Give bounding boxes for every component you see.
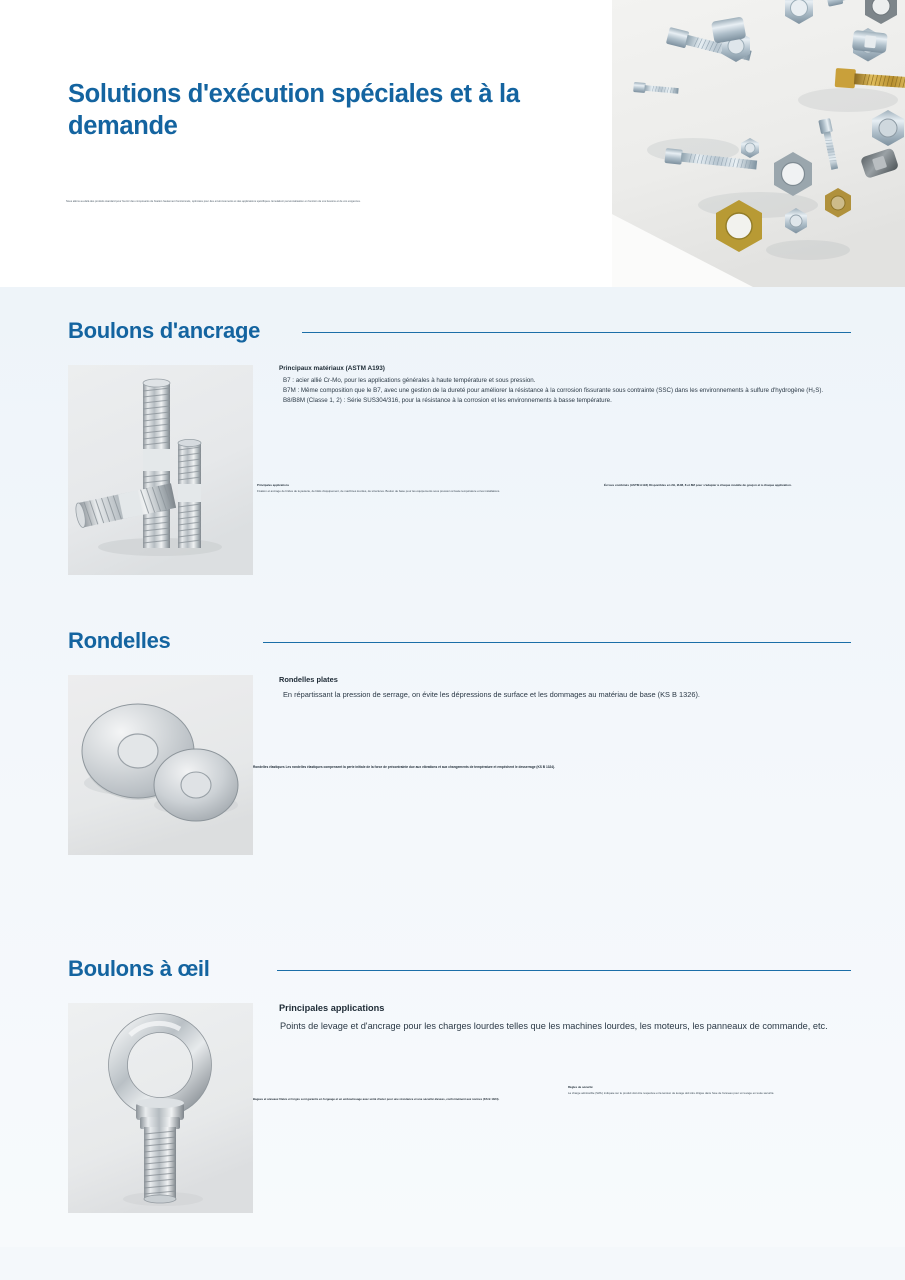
fine-text-applications: Fixation et ancrage de brides de tuyauterie, de bâtis d'équipement, de machines lourdes, de structures. Boulon de base pour les équipements sous pression à haute température et les installations. <box>257 489 501 494</box>
fine-text-spring-washers: Rondelles élastiques Les rondelles élastiques compensent la perte initiale de la force de précontrainte due aux vibrations et aux changements de température et empêchent le desserrage (KS B 1324). <box>253 765 556 770</box>
hero-text-panel <box>0 0 612 287</box>
fine-heading-applications: Principales applications <box>257 483 290 488</box>
lead-line-b7: B7 : acier allié Cr-Mo, pour les applications générales à haute température et sous pression. <box>283 377 536 385</box>
section-copy-washers <box>253 675 851 770</box>
section-rondelles <box>0 617 905 947</box>
section-title: Rondelles <box>68 628 171 653</box>
sections-container <box>0 287 905 1247</box>
fine-text-combined-nuts: Écrous combinés (ASTM A194) Disponibles en 2H, 2HM, 8 et 8M pour s'adapter à chaque modèle de goujon et à chaque application. <box>604 483 792 488</box>
fine-text-forging: Bagues et anneaux filetés et forgés sont garantis en forgeage et en emboutissage avec unité d'acier pour une résistance et une sécurité élevées, conformément aux normes (KS B 1324). <box>253 1097 500 1102</box>
lead-line-flat-washers: En répartissant la pression de serrage, on évite les dépressions de surface et les dommages au matériau de base (KS B 1326). <box>283 690 700 700</box>
product-image-flat-washers <box>68 675 253 855</box>
hero-banner <box>0 0 905 287</box>
fine-col-applications <box>253 483 588 493</box>
lead-line-applications: Points de levage et d'ancrage pour les charges lourdes telles que les machines lourdes, les moteurs, les panneaux de commande, etc. <box>280 1021 828 1032</box>
hero-photo <box>608 0 905 287</box>
section-body-washers <box>0 653 905 855</box>
lead-heading: Principales applications <box>279 1003 385 1014</box>
lead-heading: Rondelles plates <box>279 675 338 685</box>
section-header-eye-bolts <box>0 947 905 981</box>
product-image-stud-bolts <box>68 365 253 575</box>
section-title: Boulons à œil <box>68 956 210 981</box>
fine-text-safety-rules: La charge admissible (SWL) indiquée sur le produit doit être respectée et la tension de levage doit être dirigée dans l'axe de l'anneau pour un levage en toute sécurité. <box>568 1091 775 1096</box>
hero-subtitle: Nous allons au-delà des produits standard pour fournir des composants de fixation hautement fonctionnels, optimisés pour des environnements et des applications spécifiques. Émulation/ personnalisation en fonction de vos besoins et de vos exigences. <box>66 200 361 203</box>
section-divider-rule <box>263 642 851 643</box>
section-copy-eye-bolts <box>253 1003 851 1102</box>
fine-col-spring-washers <box>253 765 583 770</box>
fine-col-safety-rules <box>568 1085 793 1101</box>
fine-col-nuts <box>604 483 844 493</box>
page-title: Solutions d'exécution spéciales et à la demande <box>68 80 520 140</box>
section-header-washers <box>0 617 905 653</box>
fine-print-row-eye-bolts <box>253 1085 851 1101</box>
section-boulons-ancrage <box>0 287 905 617</box>
fine-print-row-washers <box>253 765 851 770</box>
lead-line-b7m: B7M : Même composition que le B7, avec une gestion de la dureté pour améliorer la résistance à la corrosion fissurante sous contrainte (SSC) dans les environnements à sulfure d'hydrogène (H₂S). <box>283 387 824 395</box>
section-copy-anchor-bolts <box>253 365 851 494</box>
fine-heading-safety-rules: Règles de sécurité <box>568 1085 593 1090</box>
section-boulons-a-oeil <box>0 947 905 1247</box>
section-divider-rule <box>277 970 851 971</box>
fine-print-row-anchor-bolts <box>253 483 851 493</box>
section-divider-rule <box>302 332 851 333</box>
section-header-anchor-bolts <box>0 287 905 343</box>
section-body-anchor-bolts <box>0 343 905 575</box>
fine-col-forging <box>253 1085 503 1101</box>
section-body-eye-bolts <box>0 981 905 1213</box>
section-title: Boulons d'ancrage <box>68 318 261 343</box>
lead-line-b8: B8/B8M (Classe 1, 2) : Série SUS304/316, pour la résistance à la corrosion et les environnements à basse température. <box>283 397 612 405</box>
product-image-eye-bolt <box>68 1003 253 1213</box>
lead-heading: Principaux matériaux (ASTM A193) <box>279 365 385 373</box>
